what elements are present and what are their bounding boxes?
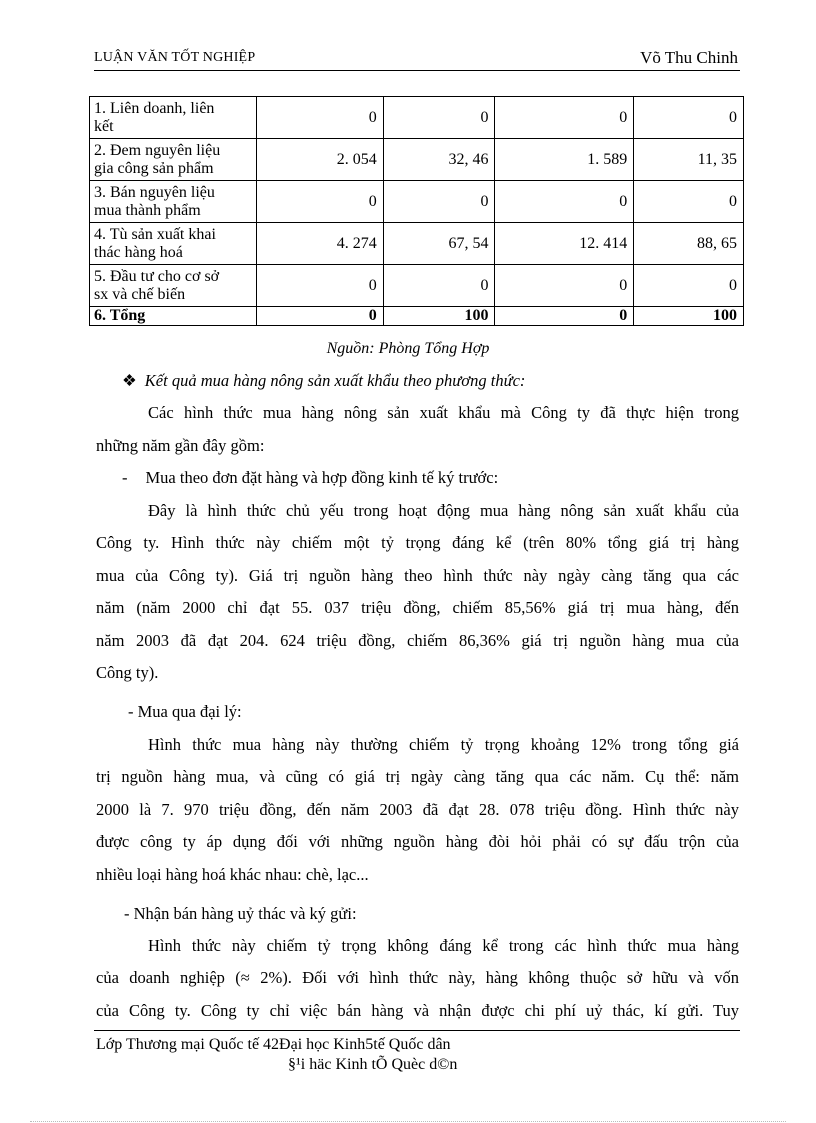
paragraph-line: Công ty).	[96, 663, 159, 682]
row-label: 1. Liên doanh, liên kết	[90, 97, 257, 139]
table-row	[90, 181, 744, 223]
table-source-caption: Nguồn: Phòng Tổng Hợp	[326, 340, 490, 357]
table-total-row	[90, 307, 744, 326]
paragraph-line: năm 2003 đã đạt 204. 624 triệu đồng, chiếm 86,36% giá trị nguồn hàng mua của	[96, 631, 739, 650]
paragraph-line: những năm gần đây gồm:	[96, 436, 265, 455]
data-table	[89, 96, 744, 326]
row-label: 5. Đầu tư cho cơ sở sx và chế biến	[90, 265, 257, 307]
row-label: 2. Đem nguyên liệu gia công sản phẩm	[90, 139, 257, 181]
dash-bullet: -	[122, 468, 128, 487]
total-percent: 100	[383, 307, 495, 326]
paragraph-line: mua của Công ty). Giá trị nguồn hàng theo hình thức này ngày càng tăng qua các	[96, 566, 739, 585]
cell-value: 2. 054	[257, 139, 384, 181]
paragraph-line: Các hình thức mua hàng nông sản xuất khẩu mà Công ty đã thực hiện trong	[148, 403, 739, 422]
header-thesis-title: LUẬN VĂN TỐT NGHIỆP	[94, 50, 256, 65]
header-author: Võ Thu Chinh	[640, 48, 738, 67]
list-item: - Mua qua đại lý:	[128, 702, 242, 721]
cell-value: 0	[495, 265, 634, 307]
cell-percent: 0	[634, 265, 744, 307]
paragraph-line: của Công ty. Công ty chỉ việc bán hàng và nhận được chi phí uỷ thác, kí gửi. Tuy	[96, 1001, 739, 1020]
section-heading: ❖ Kết quả mua hàng nông sản xuất khẩu theo phương thức:	[122, 371, 526, 390]
table-row	[90, 265, 744, 307]
cell-percent: 0	[634, 181, 744, 223]
row-label: 3. Bán nguyên liệu mua thành phẩm	[90, 181, 257, 223]
paragraph-line: được công ty áp dụng đối với những nguồn hàng đòi hỏi phải có sự đấu trộn của	[96, 832, 739, 851]
paragraph-line: nhiều loại hàng hoá khác nhau: chè, lạc...	[96, 865, 369, 884]
paragraph-line: năm (năm 2000 chỉ đạt 55. 037 triệu đồng, chiếm 85,56% giá trị mua hàng, đến	[96, 598, 739, 617]
cell-value: 0	[495, 181, 634, 223]
paragraph-line: trị nguồn hàng mua, và cũng có giá trị ngày càng tăng qua các năm. Cụ thể: năm	[96, 767, 739, 786]
cell-value: 0	[257, 181, 384, 223]
paragraph-line: 2000 là 7. 970 triệu đồng, đến năm 2003 đã đạt 28. 078 triệu đồng. Hình thức này	[96, 800, 739, 819]
cell-value: 0	[257, 265, 384, 307]
cell-percent: 67, 54	[383, 223, 495, 265]
paragraph-line: Hình thức mua hàng này thường chiếm tỷ trọng khoảng 12% trong tổng giá	[148, 735, 739, 754]
page-bottom-divider	[30, 1121, 786, 1122]
paragraph-line: Hình thức này chiếm tỷ trọng không đáng kể trong các hình thức mua hàng	[148, 936, 739, 955]
cell-percent: 0	[383, 181, 495, 223]
cell-percent: 32, 46	[383, 139, 495, 181]
total-value: 0	[495, 307, 634, 326]
cell-percent: 0	[383, 97, 495, 139]
cell-value: 1. 589	[495, 139, 634, 181]
diamond-bullet-icon: ❖	[122, 371, 137, 390]
page-header	[94, 48, 740, 71]
footer-university-line: §¹i häc Kinh tÕ Quèc d©n	[288, 1056, 458, 1073]
cell-percent: 88, 65	[634, 223, 744, 265]
list-item: - Nhận bán hàng uỷ thác và ký gửi:	[124, 904, 357, 923]
cell-percent: 0	[383, 265, 495, 307]
cell-value: 4. 274	[257, 223, 384, 265]
cell-percent: 0	[634, 97, 744, 139]
row-label: 4. Tù sản xuất khai thác hàng hoá	[90, 223, 257, 265]
cell-value: 12. 414	[495, 223, 634, 265]
table-row	[90, 139, 744, 181]
cell-value: 0	[257, 97, 384, 139]
total-percent: 100	[634, 307, 744, 326]
footer-divider	[94, 1030, 740, 1031]
paragraph-line: Đây là hình thức chủ yếu trong hoạt động mua hàng nông sản xuất khẩu của	[148, 501, 739, 520]
paragraph-line: Công ty. Hình thức này chiếm một tỷ trọng đáng kể (trên 80% tổng giá trị hàng	[96, 533, 739, 552]
total-value: 0	[257, 307, 384, 326]
table-row	[90, 97, 744, 139]
paragraph-line: của doanh nghiệp (≈ 2%). Đối với hình thức này, hàng không thuộc sở hữu và vốn	[96, 968, 739, 987]
cell-value: 0	[495, 97, 634, 139]
footer-class-line: Lớp Thương mại Quốc tế 42Đại học Kinh5tế Quốc dân	[96, 1036, 451, 1053]
table-row	[90, 223, 744, 265]
total-label: 6. Tổng	[90, 307, 257, 326]
list-item: - Mua theo đơn đặt hàng và hợp đồng kinh tế ký trước:	[122, 468, 499, 487]
cell-percent: 11, 35	[634, 139, 744, 181]
